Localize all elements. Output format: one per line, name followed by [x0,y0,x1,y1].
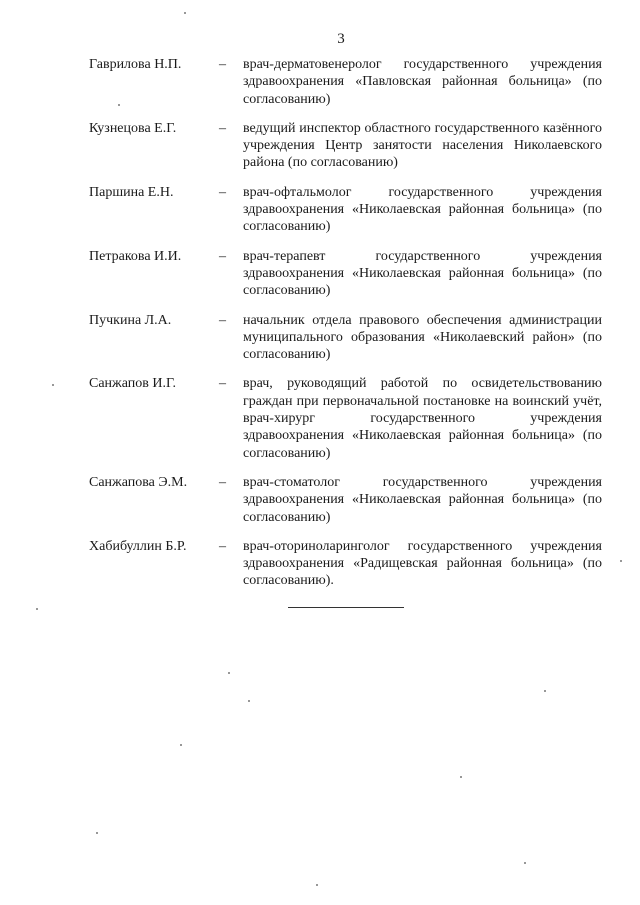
member-position: врач-дерматовенеролог государственного учреждения здравоохранения «Павловская районная больница» (по согласованию) [243,57,602,107]
member-entry [89,375,602,461]
scan-speck [96,832,98,834]
member-dash: – [219,312,226,328]
member-dash: – [219,120,226,136]
scan-speck [460,776,462,778]
scan-speck [184,12,186,14]
member-entry [89,538,602,590]
scan-speck [228,672,230,674]
member-dash: – [219,57,226,72]
member-name: Санжапова Э.М. [89,474,188,490]
member-entry [89,120,602,172]
commission-member-list [89,56,602,602]
member-dash: – [219,184,226,200]
member-entry [89,184,602,236]
scan-speck [52,384,54,386]
member-position: врач-офтальмолог государственного учреждения здравоохранения «Николаевская районная больница» (по согласованию) [243,184,602,235]
member-entry [89,474,602,526]
member-name: Хабибуллин Б.Р. [89,538,187,554]
member-dash: – [219,474,226,490]
member-position: ведущий инспектор областного государственного казённого учреждения Центр занятости населения Николаевского района (по согласованию) [243,120,602,171]
end-divider-line [288,607,404,608]
scan-speck [248,700,250,702]
scan-speck [620,560,622,562]
member-position: врач-терапевт государственного учреждения здравоохранения «Николаевская районная больница» (по согласованию) [243,248,602,299]
member-name: Пучкина Л.А. [89,312,172,328]
member-position: врач-стоматолог государственного учреждения здравоохранения «Николаевская районная больница» (по согласованию) [243,474,602,525]
member-position: врач-оториноларинголог государственного учреждения здравоохранения «Радищевская районная больница» (по согласованию). [243,538,602,589]
member-name: Кузнецова Е.Г. [89,120,177,136]
scan-speck [524,862,526,864]
scan-speck [36,608,38,610]
member-name: Паршина Е.Н. [89,184,174,200]
member-position: начальник отдела правового обеспечения администрации муниципального образования «Николаевский район» (по согласованию) [243,312,602,363]
member-name: Санжапов И.Г. [89,376,176,392]
page-number: 3 [337,31,345,47]
member-dash: – [219,376,226,392]
member-position: врач, руководящий работой по освидетельствованию граждан при первоначальной постановке на воинский учёт, врач-хирург государственного учреждения здравоохранения «Николаевская районная больница» (по согласованию) [243,376,602,461]
member-entry [89,56,602,108]
member-entry [89,312,602,364]
scan-speck [180,744,182,746]
member-name: Гаврилова Н.П. [89,57,182,72]
scan-speck [316,884,318,886]
scan-speck [544,690,546,692]
member-entry [89,248,602,300]
scan-speck [118,104,120,106]
member-dash: – [219,538,226,554]
member-dash: – [219,248,226,264]
member-name: Петракова И.И. [89,248,182,264]
